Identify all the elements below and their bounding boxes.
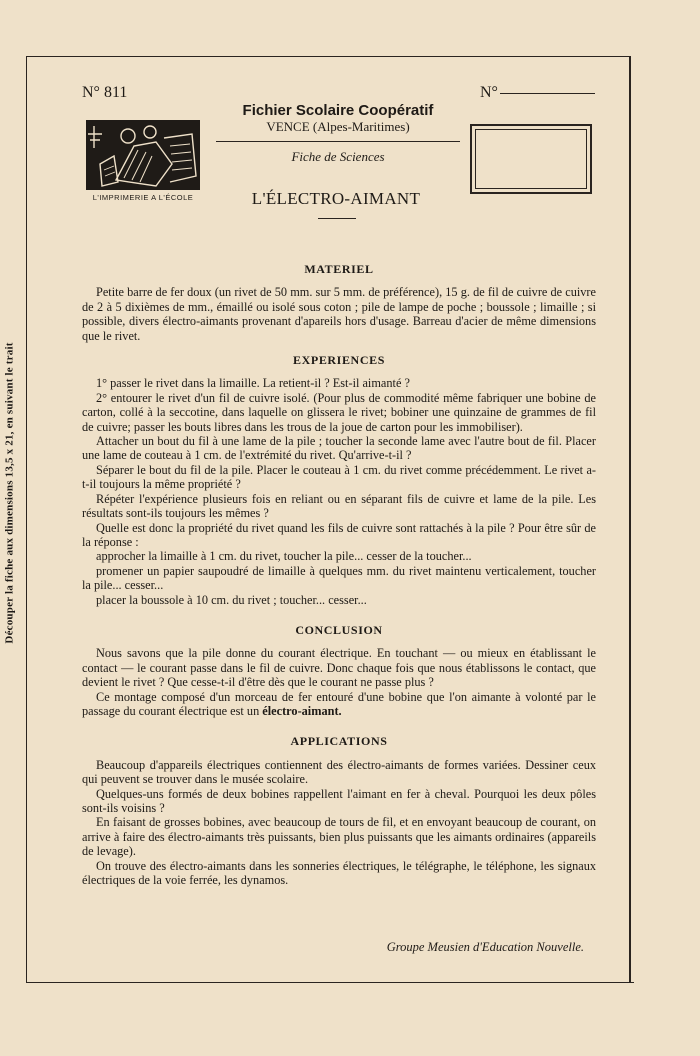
header-center — [216, 102, 460, 165]
fiche-number-blank — [480, 84, 595, 102]
section-heading-conclusion: CONCLUSION — [295, 622, 383, 637]
materiel-paragraph: Petite barre de fer doux (un rivet de 50 mm. sur 5 mm. de préférence), 15 g. de fil de cuivre de cuivre de 2 à 5 dixièmes de mm., émaillé ou isolé sous coton ; pile de lampe de poche ; boussole ; limaille ; si possible, divers électro-aimants provenant d'apareils hors d'usage. Barreau d'acier de même dimensions que le rivet. — [82, 285, 596, 343]
stamp-frame-inner — [475, 129, 587, 189]
section-heading-applications: APPLICATIONS — [290, 734, 388, 749]
header-divider — [216, 141, 460, 142]
conclusion-paragraph-definition — [82, 690, 596, 719]
stamp-frame — [470, 124, 592, 194]
logo-caption: L'IMPRIMERIE A L'ÉCOLE — [92, 193, 194, 202]
organization-city: VENCE (Alpes-Maritimes) — [266, 119, 410, 134]
page-title: L'ÉLECTRO-AIMANT — [251, 189, 421, 208]
cutting-instruction — [2, 300, 18, 685]
fiche-type: Fiche de Sciences — [291, 149, 385, 164]
application-paragraph: Beaucoup d'appareils électriques contiennent des électro-aimants de formes variées. Dessiner ceux qui peuvent se trouver dans le musée scolaire. — [82, 757, 596, 787]
conclusion-definition-text: Ce montage composé d'un morceau de fer entouré d'une bobine que l'on aimante à volonté par le passage du courant électrique est un — [82, 689, 596, 718]
experience-paragraph: approcher la limaille à 1 cm. du rivet, toucher la pile... cesser de la toucher... — [96, 549, 472, 564]
experience-paragraph: promener un papier saupoudré de limaille à quelques mm. du rivet maintenu verticalement, toucher la pile... cesser... — [82, 563, 596, 593]
experience-paragraph: Séparer le bout du fil de la pile. Placer le couteau à 1 cm. du rivet comme précédemment. Le rivet a-t-il toujours la même propriété ? — [82, 462, 596, 492]
organization-name: Fichier Scolaire Coopératif — [242, 102, 434, 119]
experience-paragraph: Attacher un bout du fil à une lame de la pile ; toucher la seconde lame avec l'autre bout de fil. Placer une lame de couteau à 1 cm. de l'extrémité du rivet. Qu'arrive-t-il ? — [82, 434, 596, 463]
application-paragraph: Quelques-uns formés de deux bobines rappellent l'aimant en fer à cheval. Pourquoi les deux pôles sont-ils voisins ? — [82, 786, 596, 815]
experience-paragraph: Répéter l'expérience plusieurs fois en reliant ou en séparant fils de cuivre et lame de la pile. Les résultats sont-ils toujours les mêmes ? — [82, 491, 596, 521]
section-heading-experiences: EXPERIENCES — [293, 353, 385, 368]
printing-press-icon — [86, 120, 200, 190]
cut-line — [26, 982, 634, 983]
cutting-instruction-text: Découper la fiche aux dimensions 13,5 x 21, en suivant le trait — [4, 341, 16, 644]
printing-press-logo — [86, 120, 200, 190]
experience-paragraph: 2° entourer le rivet d'un fil de cuivre isolé. (Pour plus de commodité même fabriquer une bobine de carton, collé à la seccotine, dans laquelle on glissera le rivet; bobiner une quinzaine de grammes de fil de cuivre; passer les bouts libres dans les trous de la joue de carton pour les immobiliser). — [82, 390, 596, 434]
application-paragraph: En faisant de grosses bobines, avec beaucoup de tours de fil, et en envoyant beaucoup de courant, on arrive à faire des électro-aimants très puissants, bien plus puissants que les aimants ordinaires (appareils de levage). — [82, 815, 596, 859]
experience-paragraph: placer la boussole à 10 cm. du rivet ; toucher... cesser... — [96, 592, 367, 607]
title-underline — [318, 218, 356, 219]
conclusion-paragraph: Nous savons que la pile donne du courant électrique. En touchant — ou mieux en établissant le contact — le courant passe dans le fil de cuivre. Donc chaque fois que nous établissons le contact, que devient le rivet ? Que cesse-t-il d'être dès que le courant ne passe plus ? — [82, 646, 596, 690]
fiche-number-blank-label: N° — [480, 84, 498, 101]
fiche-number: N° 811 — [82, 84, 128, 101]
author-signature: Groupe Meusien d'Education Nouvelle. — [386, 940, 584, 954]
application-paragraph: On trouve des électro-aimants dans les sonneries électriques, le télégraphe, le téléphone, les signaux électriques de la voie ferrée, les dynamos. — [82, 858, 596, 888]
experience-paragraph: Quelle est donc la propriété du rivet quand les fils de cuivre sont rattachés à la pile ? Pour être sûr de la réponse : — [82, 520, 596, 549]
fiche-content — [82, 262, 596, 887]
section-heading-materiel: MATERIEL — [304, 262, 374, 276]
conclusion-key-term: électro-aimant. — [262, 703, 342, 718]
experience-paragraph: 1° passer le rivet dans la limaille. La retient-il ? Est-il aimanté ? — [96, 376, 410, 391]
fill-in-line — [500, 93, 595, 94]
